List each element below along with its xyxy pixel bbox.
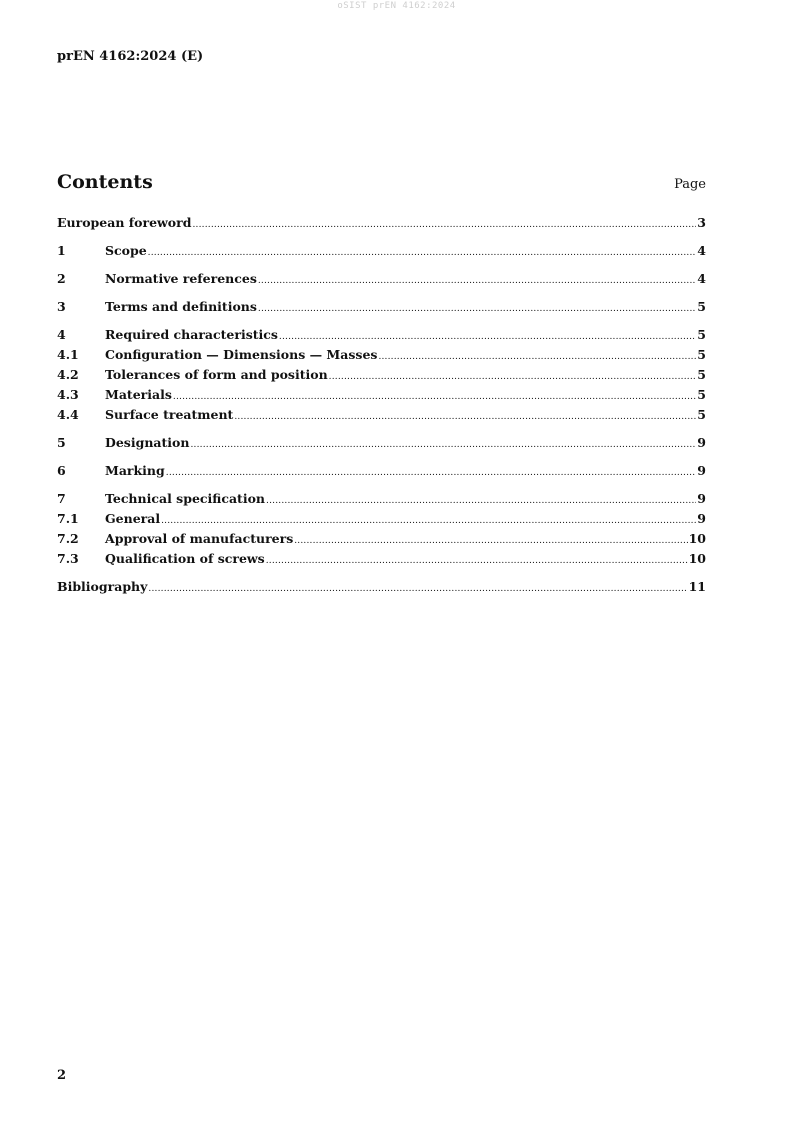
toc-entry-number: 5: [57, 435, 66, 450]
toc-entry-title: Bibliography: [57, 579, 148, 594]
toc-entry[interactable]: [57, 578, 706, 598]
toc-entry-title: Designation: [105, 435, 190, 450]
toc-entry[interactable]: [57, 434, 706, 454]
toc-leader-dots: [279, 329, 696, 346]
table-of-contents: [57, 214, 706, 598]
toc-entry-page: 9: [697, 463, 706, 478]
toc-entry-title: European foreword: [57, 215, 192, 230]
page-number: 2: [57, 1068, 67, 1083]
toc-entry[interactable]: [57, 462, 706, 482]
toc-entry-page: 5: [697, 387, 706, 402]
toc-entry-page: 5: [697, 367, 706, 382]
toc-entry-number: 7.2: [57, 531, 79, 546]
toc-entry-title: Terms and definitions: [105, 299, 257, 314]
toc-leader-dots: [148, 245, 697, 262]
toc-entry-number: 4: [57, 327, 66, 342]
toc-entry-page: 4: [697, 271, 706, 286]
toc-leader-dots: [266, 553, 688, 570]
toc-entry-page: 5: [697, 327, 706, 342]
toc-entry-page: 10: [688, 551, 706, 566]
toc-entry[interactable]: [57, 214, 706, 234]
toc-leader-dots: [378, 349, 696, 366]
toc-leader-dots: [258, 301, 696, 318]
toc-entry-title: Materials: [105, 387, 172, 402]
toc-entry-title: Scope: [105, 243, 147, 258]
toc-leader-dots: [161, 513, 696, 530]
toc-entry-title: Technical specification: [105, 491, 266, 506]
toc-entry-page: 5: [697, 347, 706, 362]
toc-entry[interactable]: [57, 386, 706, 406]
toc-entry-page: 5: [697, 299, 706, 314]
toc-entry[interactable]: [57, 550, 706, 570]
toc-leader-dots: [329, 369, 697, 386]
toc-entry-number: 4.3: [57, 387, 79, 402]
toc-leader-dots: [148, 581, 687, 598]
toc-entry[interactable]: [57, 510, 706, 530]
toc-leader-dots: [173, 389, 696, 406]
contents-header: [57, 171, 706, 193]
toc-entry-number: 4.4: [57, 407, 79, 422]
toc-entry-page: 5: [697, 407, 706, 422]
toc-entry-number: 7.3: [57, 551, 79, 566]
toc-entry-number: 7.1: [57, 511, 79, 526]
contents-title: Contents: [57, 171, 153, 193]
toc-entry-title: Marking: [105, 463, 165, 478]
toc-entry-number: 3: [57, 299, 66, 314]
toc-entry-title: Qualification of screws: [105, 551, 265, 566]
toc-entry-page: 4: [697, 243, 706, 258]
toc-leader-dots: [192, 217, 696, 234]
toc-entry-number: 4.2: [57, 367, 79, 382]
toc-entry-number: 2: [57, 271, 66, 286]
toc-entry-page: 9: [697, 491, 706, 506]
toc-leader-dots: [258, 273, 696, 290]
toc-entry-page: 11: [688, 579, 706, 594]
toc-entry-title: Tolerances of form and position: [105, 367, 328, 382]
toc-entry-title: General: [105, 511, 161, 526]
toc-entry[interactable]: [57, 270, 706, 290]
toc-leader-dots: [234, 409, 696, 426]
toc-entry-number: 7: [57, 491, 66, 506]
toc-leader-dots: [166, 465, 697, 482]
toc-leader-dots: [190, 437, 696, 454]
toc-entry[interactable]: [57, 530, 706, 550]
toc-entry-number: 6: [57, 463, 66, 478]
toc-entry-number: 4.1: [57, 347, 79, 362]
toc-entry[interactable]: [57, 346, 706, 366]
toc-entry-title: Normative references: [105, 271, 257, 286]
toc-entry-page: 3: [697, 215, 706, 230]
watermark: oSIST prEN 4162:2024: [337, 1, 456, 11]
toc-entry[interactable]: [57, 490, 706, 510]
toc-entry[interactable]: [57, 298, 706, 318]
toc-entry[interactable]: [57, 406, 706, 426]
toc-entry[interactable]: [57, 242, 706, 262]
toc-entry-number: 1: [57, 243, 66, 258]
toc-entry-page: 9: [697, 511, 706, 526]
toc-leader-dots: [294, 533, 687, 550]
toc-entry-title: Required characteristics: [105, 327, 278, 342]
toc-entry-title: Approval of manufacturers: [105, 531, 294, 546]
toc-entry-title: Surface treatment: [105, 407, 234, 422]
page-column-label: Page: [674, 177, 706, 192]
toc-entry[interactable]: [57, 366, 706, 386]
toc-entry-page: 10: [688, 531, 706, 546]
document-id: prEN 4162:2024 (E): [57, 49, 204, 64]
toc-entry-title: Configuration — Dimensions — Masses: [105, 347, 378, 362]
toc-entry-page: 9: [697, 435, 706, 450]
toc-entry[interactable]: [57, 326, 706, 346]
toc-leader-dots: [266, 493, 696, 510]
